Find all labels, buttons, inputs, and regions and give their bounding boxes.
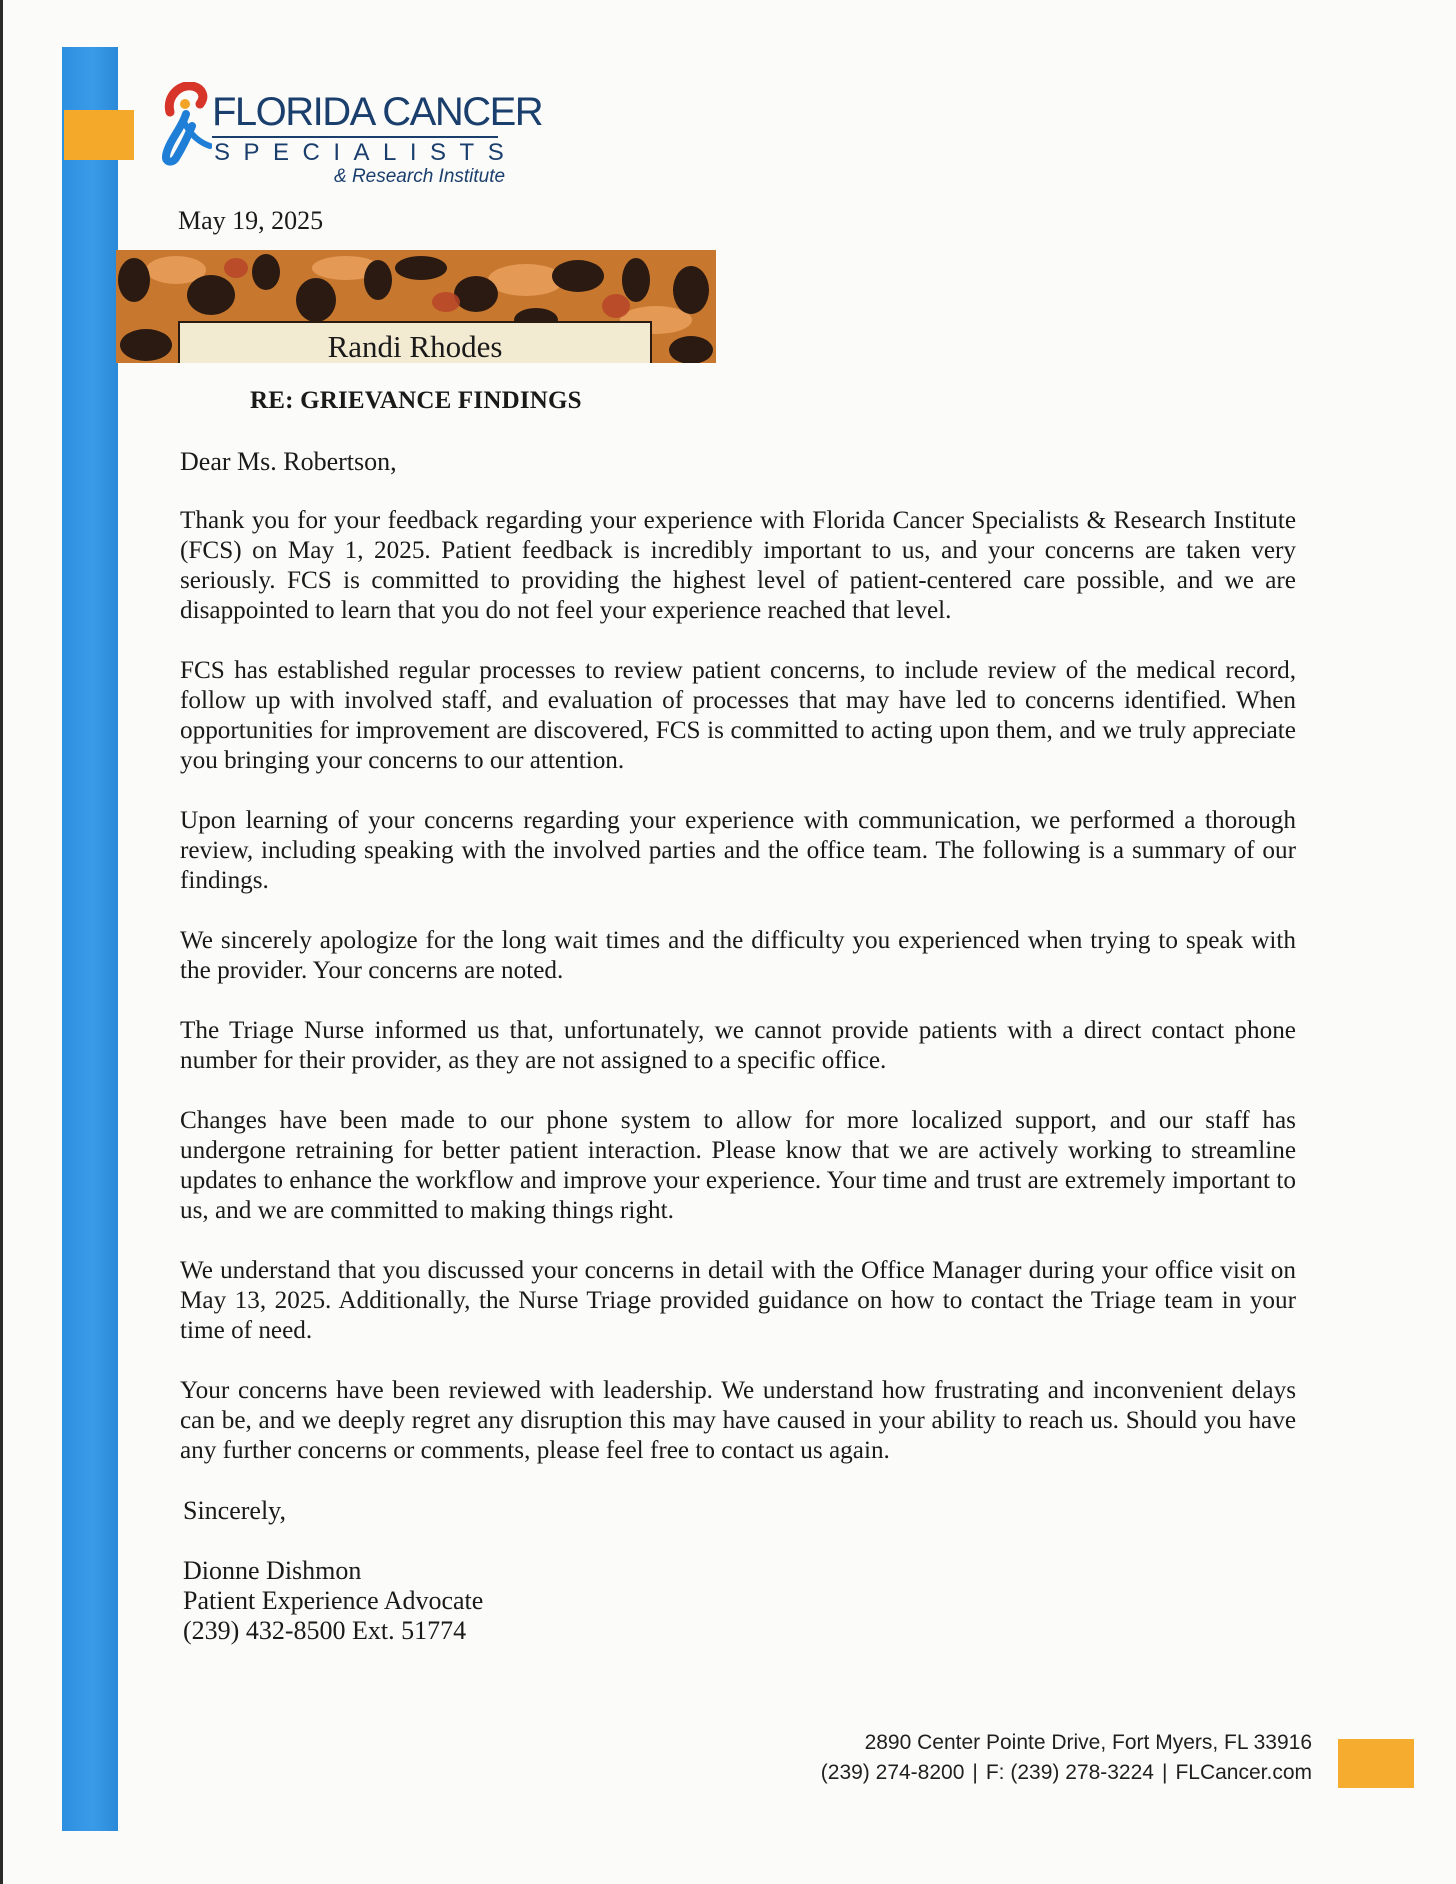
body-paragraph: We sincerely apologize for the long wait times and the difficulty you experienced when trying to speak with the provider. Your concerns are noted. (180, 927, 1296, 984)
signer-name: Dionne Dishmon (183, 1556, 362, 1585)
letter-date: May 19, 2025 (178, 206, 324, 235)
body-paragraph: The Triage Nurse informed us that, unfortunately, we cannot provide patients with a direct contact phone number for their provider, as they are not assigned to a specific office. (180, 1017, 1296, 1074)
footer-address: 2890 Center Pointe Drive, Fort Myers, FL 33916 (864, 1731, 1312, 1754)
footer-orange-block (1338, 1739, 1414, 1788)
salutation: Dear Ms. Robertson, (180, 447, 397, 476)
footer-phone: (239) 274-8200 (820, 1761, 965, 1784)
footer-separator: | (972, 1761, 978, 1784)
ribbon-logo-icon (162, 82, 212, 166)
footer-fax: F: (239) 278-3224 (985, 1761, 1154, 1784)
body-paragraph: Upon learning of your concerns regarding your experience with communication, we performed a thorough review, including speaking with the involved parties and the office team. The following is a summary of our findings. (180, 807, 1296, 894)
logo-divider (212, 136, 498, 138)
letterhead-blue-bar (62, 47, 118, 1831)
body-paragraph: We understand that you discussed your concerns in detail with the Office Manager during your office visit on May 13, 2025. Additionally, the Nurse Triage provided guidance on how to contact the Triage team in your time of need. (180, 1257, 1296, 1344)
signer-title: Patient Experience Advocate (183, 1586, 484, 1615)
logo-tagline: & Research Institute (334, 166, 506, 187)
company-logo (162, 82, 543, 192)
body-paragraph: Changes have been made to our phone system to allow for more localized support, and our staff has undergone retraining for better patient interaction. Please know that we are actively working to streamline updates to enhance the workflow and improve your experience. Your time and trust are extremely important to us, and we are committed to making things right. (180, 1107, 1296, 1224)
body-paragraph: FCS has established regular processes to review patient concerns, to include review of the medical record, follow up with involved staff, and evaluation of processes that may have led to concerns identified. When opportunities for improvement are discovered, FCS is committed to acting upon them, and we truly appreciate you bringing your concerns to our attention. (180, 657, 1296, 774)
logo-subtitle: SPECIALISTS (214, 139, 518, 166)
footer-contact-line (821, 1758, 1312, 1788)
recipient-name-label (178, 321, 652, 363)
footer-separator: | (1161, 1761, 1168, 1784)
signer-phone: (239) 432-8500 Ext. 51774 (183, 1616, 467, 1645)
logo-wordmark: FLORIDA CANCER (212, 90, 543, 134)
letter-closing: Sincerely, (183, 1496, 286, 1525)
footer-website-link[interactable]: FLCancer.com (1175, 1761, 1312, 1784)
recipient-sticker (116, 250, 716, 363)
recipient-name: Randi Rhodes (327, 329, 503, 363)
signature-block (183, 1556, 483, 1646)
subject-line: RE: GRIEVANCE FINDINGS (250, 387, 582, 414)
page-edge (0, 0, 3, 1884)
body-paragraph: Your concerns have been reviewed with leadership. We understand how frustrating and inconvenient delays can be, and we deeply regret any disruption this may have caused in your ability to reach us. Should you have any further concerns or comments, please feel free to contact us again. (180, 1377, 1296, 1464)
body-paragraph: Thank you for your feedback regarding your experience with Florida Cancer Specialists & Research Institute (FCS) on May 1, 2025. Patient feedback is incredibly important to us, and your concerns are taken very seriously. FCS is committed to providing the highest level of patient-centered care possible, and we are disappointed to learn that you do not feel your experience reached that level. (180, 507, 1296, 624)
letterhead-orange-tab (64, 110, 134, 160)
letter-body (180, 506, 1296, 1496)
letterhead-footer (821, 1728, 1312, 1788)
